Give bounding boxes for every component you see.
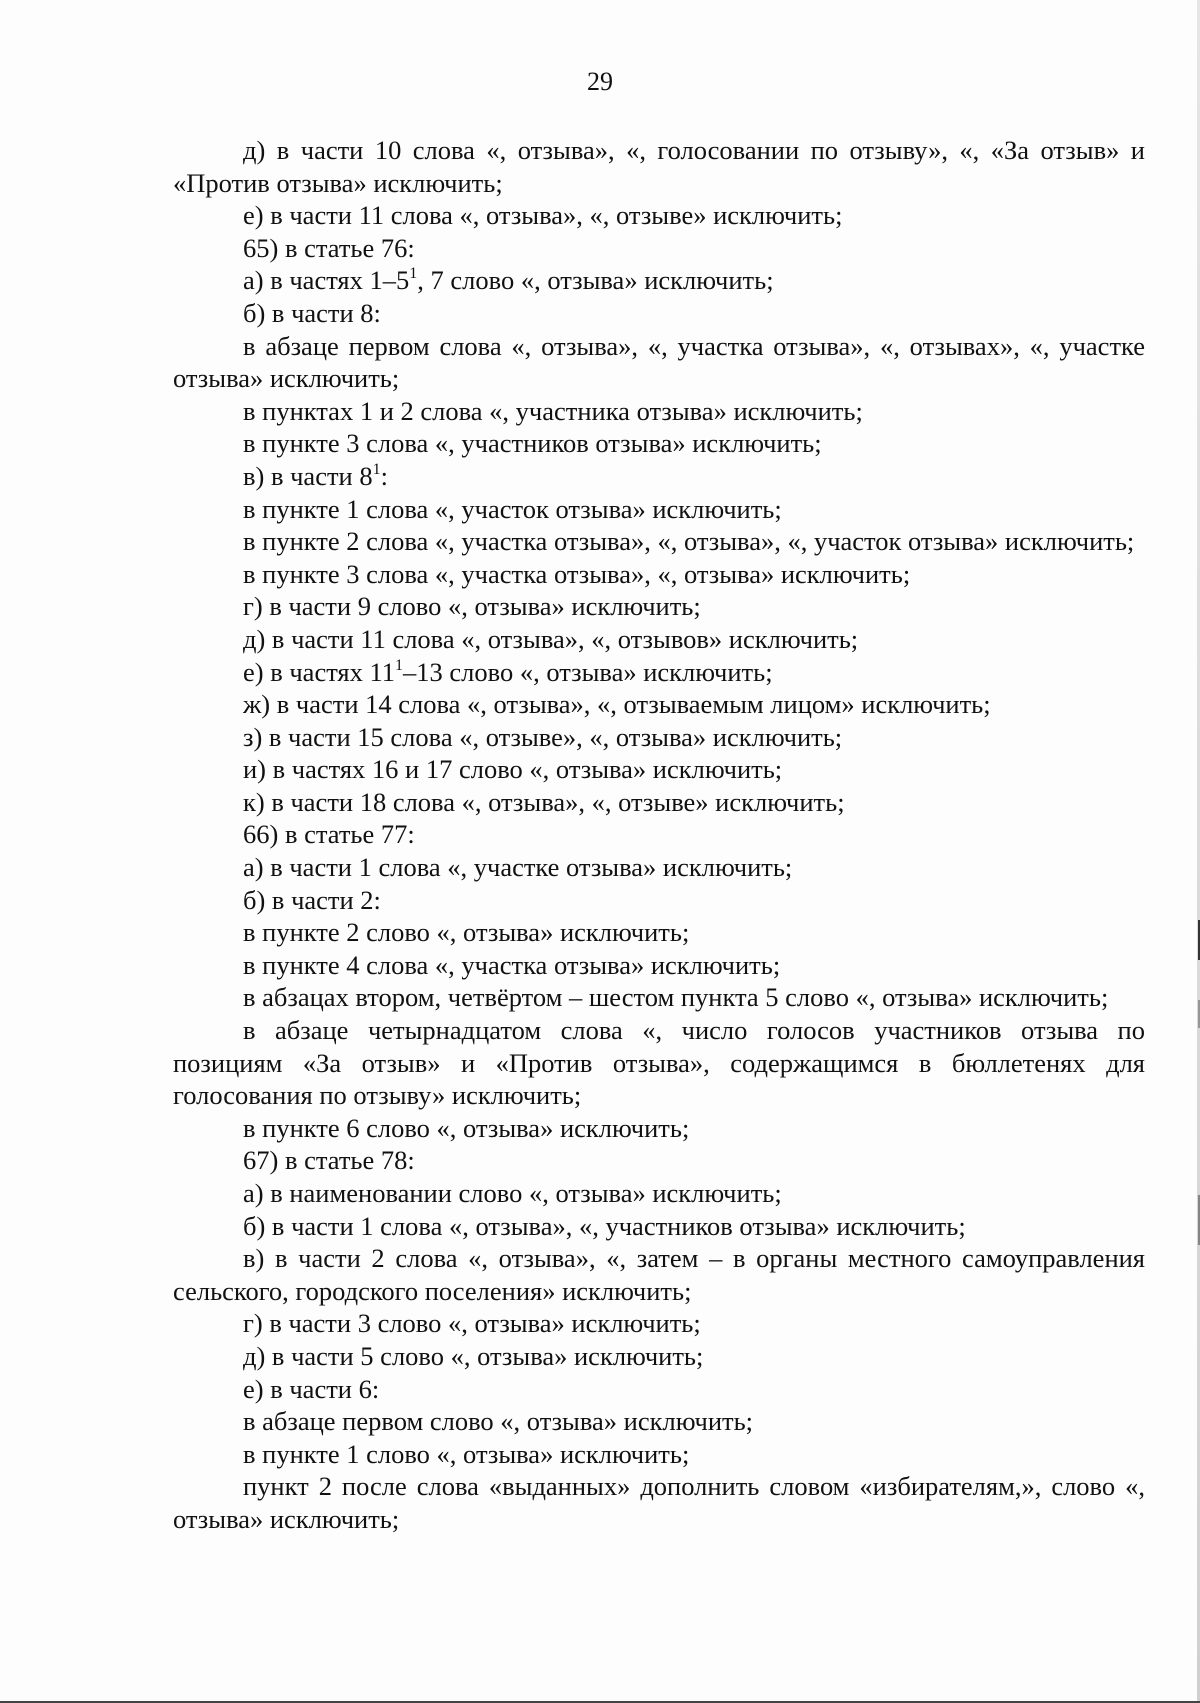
paragraph-text: в) в части 8 (243, 460, 373, 491)
superscript: 1 (395, 656, 404, 674)
paragraph: б) в части 1 слова «, отзыва», «, участников отзыва» исключить; (243, 1210, 966, 1241)
paragraph: б) в части 8: (243, 297, 381, 328)
paragraph (173, 460, 1145, 493)
paragraph: в пункте 6 слово «, отзыва» исключить; (243, 1112, 690, 1143)
paragraph: в абзаце четырнадцатом слова «, число голосов участников отзыва по позициям «За отзыв» и «Против отзыва», содержащимся в бюллетенях для голосования по отзыву» исключить; (173, 1015, 1145, 1111)
paragraph: к) в части 18 слова «, отзыва», «, отзыве» исключить; (243, 786, 845, 817)
paragraph-text: е) в частях 11 (243, 656, 396, 687)
paragraph: а) в наименовании слово «, отзыва» исключить; (243, 1178, 782, 1208)
paragraph: з) в части 15 слова «, отзыве», «, отзыва» исключить; (243, 721, 843, 752)
paragraph: и) в частях 16 и 17 слово «, отзыва» исключить; (243, 754, 783, 785)
superscript: 1 (409, 265, 418, 283)
paragraph: а) в части 1 слова «, участке отзыва» исключить; (243, 852, 793, 883)
paragraph: в пункте 3 слова «, участка отзыва», «, отзыва» исключить; (243, 558, 911, 589)
paragraph: б) в части 2: (243, 884, 381, 915)
paragraph: в абзаце первом слова «, отзыва», «, участка отзыва», «, отзывах», «, участке отзыва» исключить; (173, 330, 1145, 394)
page-number: 29 (587, 67, 613, 96)
paragraph: в пункте 2 слово «, отзыва» исключить; (243, 917, 690, 948)
paragraph: г) в части 3 слово «, отзыва» исключить; (243, 1308, 701, 1339)
paragraph (173, 264, 1145, 297)
paragraph: е) в части 11 слова «, отзыва», «, отзыве» исключить; (243, 200, 843, 231)
paragraph: в абзаце первом слово «, отзыва» исключить; (243, 1406, 754, 1437)
paragraph: в абзацах втором, четвёртом – шестом пункта 5 слово «, отзыва» исключить; (243, 982, 1109, 1013)
paragraph-text: –13 слово «, отзыва» исключить; (403, 656, 773, 687)
paragraph: д) в части 11 слова «, отзыва», «, отзывов» исключить; (243, 623, 859, 654)
paragraph: в пункте 1 слово «, отзыва» исключить; (243, 1438, 690, 1469)
paragraph: в пункте 2 слова «, участка отзыва», «, отзыва», «, участок отзыва» исключить; (243, 526, 1135, 557)
paragraph (173, 656, 1145, 689)
paragraph-text: : (380, 460, 388, 491)
paragraph-text: а) в частях 1–5 (243, 265, 410, 296)
paragraph: д) в части 5 слово «, отзыва» исключить; (243, 1340, 704, 1371)
paragraph: 65) в статье 76: (243, 232, 415, 263)
paragraph: ж) в части 14 слова «, отзыва», «, отзываемым лицом» исключить; (243, 689, 991, 720)
paragraph: г) в части 9 слово «, отзыва» исключить; (243, 591, 701, 622)
paragraph: в пункте 3 слова «, участников отзыва» исключить; (243, 428, 822, 459)
paragraph: в) в части 2 слова «, отзыва», «, затем – в органы местного самоуправления сельского, городского поселения» исключить; (173, 1243, 1145, 1306)
paragraph: д) в части 10 слова «, отзыва», «, голосовании по отзыву», «, «За отзыв» и «Против отзыва» исключить; (173, 135, 1145, 198)
superscript: 1 (372, 460, 381, 478)
paragraph: е) в части 6: (243, 1373, 380, 1404)
document-body (173, 134, 1145, 1536)
paragraph: в пунктах 1 и 2 слова «, участника отзыва» исключить; (243, 395, 863, 426)
paragraph: в пункте 1 слова «, участок отзыва» исключить; (243, 493, 782, 524)
paragraph: 66) в статье 77: (243, 819, 415, 850)
paragraph: 67) в статье 78: (243, 1145, 415, 1176)
paragraph: пункт 2 после слова «выданных» дополнить словом «избирателям,», слово «, отзыва» исключить; (173, 1471, 1145, 1534)
paragraph: в пункте 4 слова «, участка отзыва» исключить; (243, 949, 781, 980)
paragraph-text: , 7 слово «, отзыва» исключить; (417, 265, 774, 296)
